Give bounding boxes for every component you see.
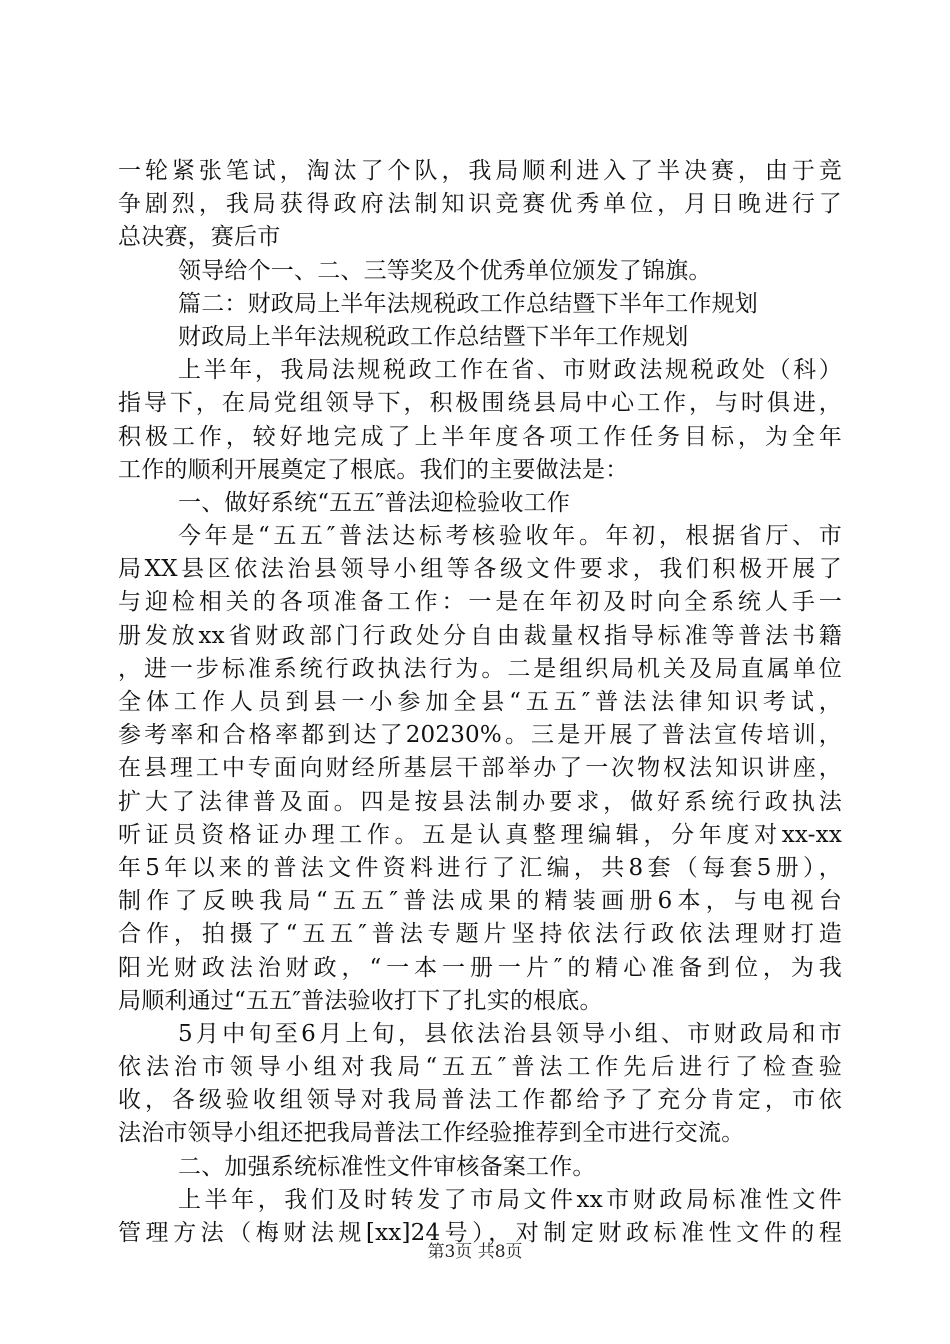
text-line: 收，各级验收组领导对我局普法工作都给予了充分肯定，市依: [118, 1087, 842, 1114]
text-line: 听证员资格证办理工作。五是认真整理编辑，分年度对xx-xx: [118, 821, 842, 848]
text-line: 合作，拍摄了“五五″普法专题片坚持依法行政依法理财打造: [118, 921, 842, 948]
text-line: 篇二：财政局上半年法规税政工作总结暨下半年工作规划: [178, 290, 758, 317]
text-line: 今年是“五五″普法达标考核验收年。年初，根据省厅、市: [178, 523, 842, 550]
text-line: 全体工作人员到县一小参加全县“五五″普法法律知识考试，: [118, 689, 842, 715]
text-line: 上半年，我局法规税政工作在省、市财政法规税政处（科）: [178, 357, 842, 384]
document-body: [118, 155, 842, 1250]
text-line: 二、加强系统标准性文件审核备案工作。: [178, 1153, 596, 1180]
text-line: 总决赛，赛后市: [118, 224, 281, 251]
text-line: 依法治市领导小组对我局“五五″普法工作先后进行了检查验: [118, 1054, 842, 1081]
text-line: 5月中旬至6月上旬，县依法治县领导小组、市财政局和市: [178, 1020, 842, 1047]
text-line: 法治市领导小组还把我局普法工作经验推荐到全市进行交流。: [118, 1120, 745, 1147]
text-line: ，进一步标准系统行政执法行为。二是组织局机关及局直属单位: [118, 655, 842, 682]
text-line: 管理方法（梅财法规[xx]24号），对制定财政标准性文件的程: [118, 1220, 842, 1246]
text-line: 财政局上半年法规税政工作总结暨下半年工作规划: [178, 323, 689, 350]
text-line: 积极工作，较好地完成了上半年度各项工作任务目标，为全年: [118, 423, 842, 450]
text-line: 年5年以来的普法文件资料进行了汇编，共8套（每套5册），: [118, 854, 842, 881]
text-line: 在县理工中专面向财经所基层干部举办了一次物权法知识讲座，: [118, 755, 842, 782]
text-line: 局顺利通过“五五″普法验收打下了扎实的根底。: [118, 987, 603, 1014]
text-line: 工作的顺利开展奠定了根底。我们的主要做法是：: [118, 456, 629, 483]
text-line: 领导给个一、二、三等奖及个优秀单位颁发了锦旗。: [178, 257, 712, 284]
text-line: 指导下，在局党组领导下，积极围绕县局中心工作，与时俱进，: [118, 390, 842, 417]
text-line: 一、做好系统“五五″普法迎检验收工作: [178, 489, 570, 516]
text-line: 制作了反映我局“五五″普法成果的精装画册6本，与电视台: [118, 888, 842, 915]
page-footer: 第3页 共8页: [427, 1242, 523, 1262]
text-line: 争剧烈，我局获得政府法制知识竞赛优秀单位，月日晚进行了: [118, 191, 842, 218]
text-line: 与迎检相关的各项准备工作：一是在年初及时向全系统人手一: [118, 589, 842, 616]
text-line: 局XX县区依法治县领导小组等各级文件要求，我们积极开展了: [118, 556, 842, 583]
text-line: 参考率和合格率都到达了20230%。三是开展了普法宣传培训，: [118, 722, 842, 749]
text-line: 扩大了法律普及面。四是按县法制办要求，做好系统行政执法: [118, 788, 842, 815]
text-line: 册发放xx省财政部门行政处分自由裁量权指导标准等普法书籍: [118, 622, 842, 649]
text-line: 一轮紧张笔试，淘汰了个队，我局顺利进入了半决赛，由于竞: [118, 158, 842, 184]
text-line: 阳光财政法治财政，“一本一册一片″的精心准备到位，为我: [118, 954, 842, 981]
text-line: 上半年，我们及时转发了市局文件xx市财政局标准性文件: [178, 1186, 842, 1213]
